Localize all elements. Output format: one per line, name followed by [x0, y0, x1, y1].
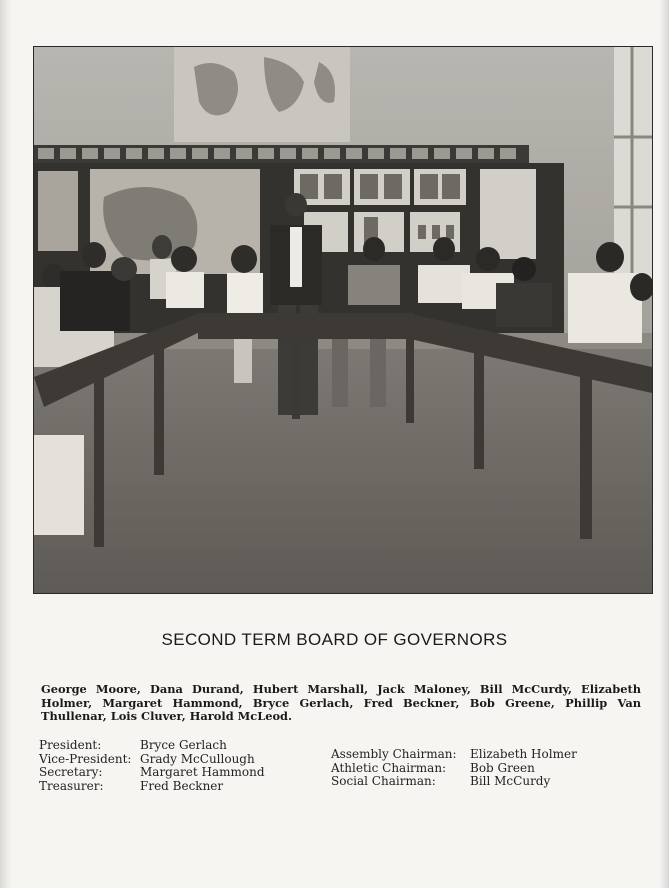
member-names-caption: George Moore, Dana Durand, Hubert Marshall, Jack Maloney, Bill McCurdy, Elizabeth Holmer, Margaret Hammond, Bryce Gerlach, Fred Beckner, Bob Greene, Phillip Van Thullenar, Lois Cluver, Harold McLeod. — [41, 682, 641, 723]
chairman-role: Athletic Chairman: — [331, 760, 447, 775]
page-title: SECOND TERM BOARD OF GOVERNORS — [161, 630, 508, 649]
chairman-name: Bill McCurdy — [470, 774, 551, 788]
officer-name: Margaret Hammond — [140, 765, 265, 779]
officers-list — [39, 739, 265, 793]
chairman-row — [331, 748, 577, 762]
officer-role: Secretary: — [39, 765, 103, 779]
officer-role: President: — [39, 738, 102, 752]
chairman-name: Bob Green — [470, 760, 535, 775]
officer-row — [39, 753, 265, 767]
officer-row — [39, 766, 265, 780]
officer-name: Bryce Gerlach — [140, 738, 227, 752]
officer-row — [39, 780, 265, 794]
chairmen-list — [331, 748, 577, 789]
chairman-row — [331, 775, 577, 789]
officer-name: Grady McCullough — [140, 751, 255, 766]
chairman-role: Social Chairman: — [331, 774, 436, 788]
chairman-role: Assembly Chairman: — [331, 747, 457, 761]
page-right-edge — [659, 0, 669, 888]
officer-role: Treasurer: — [39, 778, 104, 793]
officer-row — [39, 739, 265, 753]
chairman-name: Elizabeth Holmer — [470, 747, 577, 761]
chairman-row — [331, 762, 577, 776]
page-left-edge — [0, 0, 12, 888]
officer-role: Vice-President: — [39, 751, 132, 766]
officer-name: Fred Beckner — [140, 778, 224, 793]
group-photo — [33, 46, 653, 594]
